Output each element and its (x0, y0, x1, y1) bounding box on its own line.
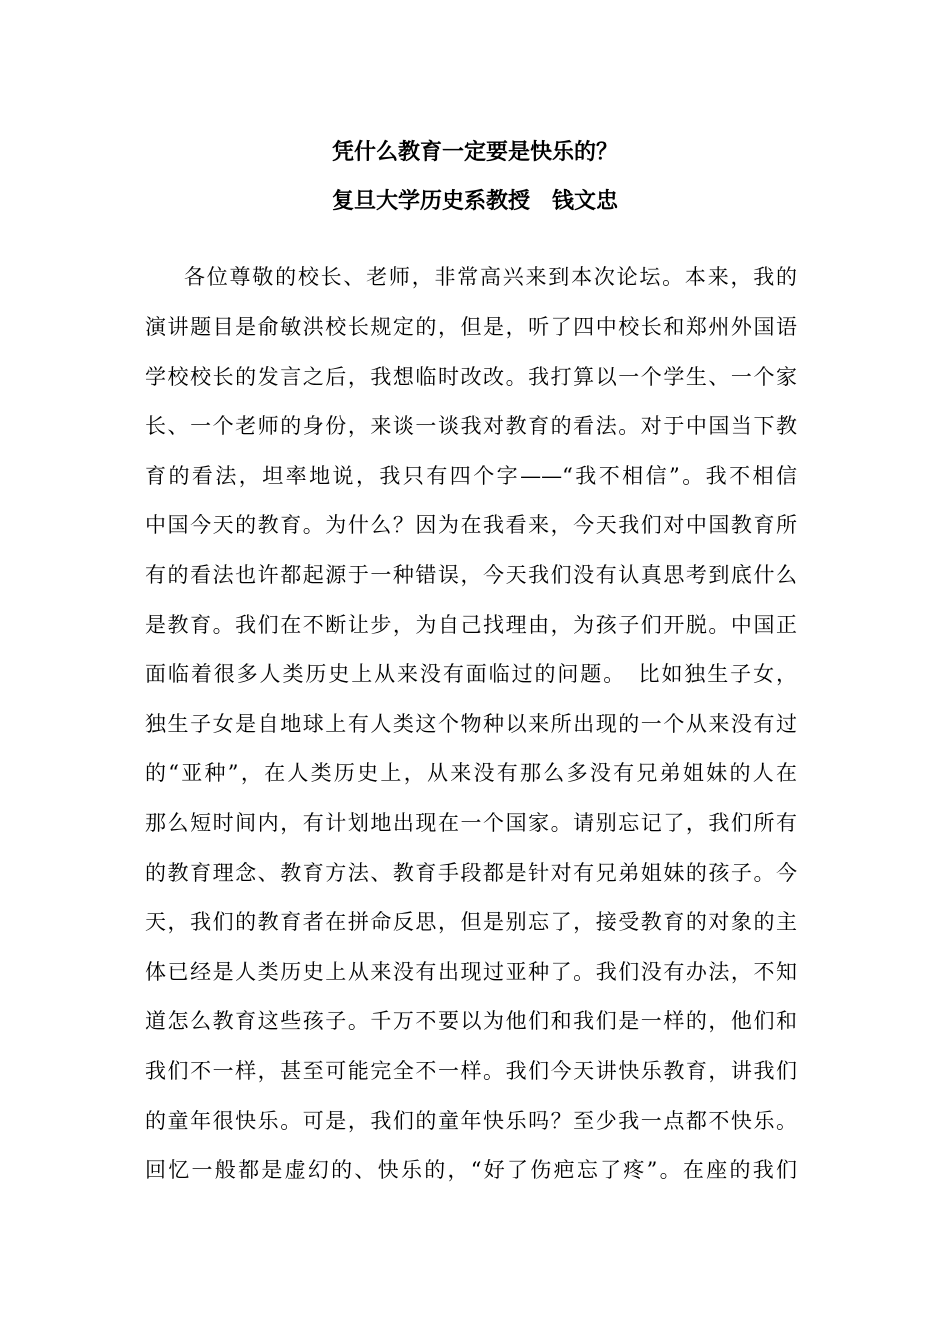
paragraph-line: 演讲题目是俞敏洪校长规定的，但是，听了四中校长和郑州外国语 (145, 315, 797, 339)
paragraph-line: 道怎么教育这些孩子。千万不要以为他们和我们是一样的，他们和 (145, 1009, 797, 1033)
paragraph-line: 面临着很多人类历史上从来没有面临过的问题。 比如独生子女， (145, 662, 797, 686)
paragraph-line: 育的看法，坦率地说，我只有四个字——“我不相信”。我不相信 (145, 464, 797, 488)
paragraph-line: 那么短时间内，有计划地出现在一个国家。请别忘记了，我们所有 (145, 811, 797, 835)
paragraph-line: 体已经是人类历史上从来没有出现过亚种了。我们没有办法，不知 (145, 960, 797, 984)
document-title: 凭什么教育一定要是快乐的？ (331, 139, 618, 165)
paragraph-line: 回忆一般都是虚幻的、快乐的，“好了伤疤忘了疼”。在座的我们 (145, 1158, 797, 1182)
paragraph-line: 的教育理念、教育方法、教育手段都是针对有兄弟姐妹的孩子。今 (145, 861, 797, 885)
paragraph-line: 中国今天的教育。为什么？因为在我看来，今天我们对中国教育所 (145, 513, 797, 537)
paragraph-line: 天，我们的教育者在拼命反思，但是别忘了，接受教育的对象的主 (145, 910, 797, 934)
paragraph-line: 我们不一样，甚至可能完全不一样。我们今天讲快乐教育，讲我们 (145, 1059, 797, 1083)
author-line: 复旦大学历史系教授 钱文忠 (331, 188, 618, 214)
paragraph-line: 的童年很快乐。可是，我们的童年快乐吗？至少我一点都不快乐。 (145, 1109, 797, 1133)
paragraph-line: 独生子女是自地球上有人类这个物种以来所出现的一个从来没有过 (145, 712, 797, 736)
paragraph-line: 长、一个老师的身份，来谈一谈我对教育的看法。对于中国当下教 (145, 414, 797, 438)
paragraph-line: 的“亚种”，在人类历史上，从来没有那么多没有兄弟姐妹的人在 (145, 761, 797, 785)
paragraph-line: 有的看法也许都起源于一种错误，今天我们没有认真思考到底什么 (145, 563, 797, 587)
paragraph-line: 学校校长的发言之后，我想临时改改。我打算以一个学生、一个家 (145, 365, 797, 389)
paragraph-line: 各位尊敬的校长、老师，非常高兴来到本次论坛。本来，我的 (184, 265, 797, 289)
paragraph-line: 是教育。我们在不断让步，为自己找理由，为孩子们开脱。中国正 (145, 613, 797, 637)
